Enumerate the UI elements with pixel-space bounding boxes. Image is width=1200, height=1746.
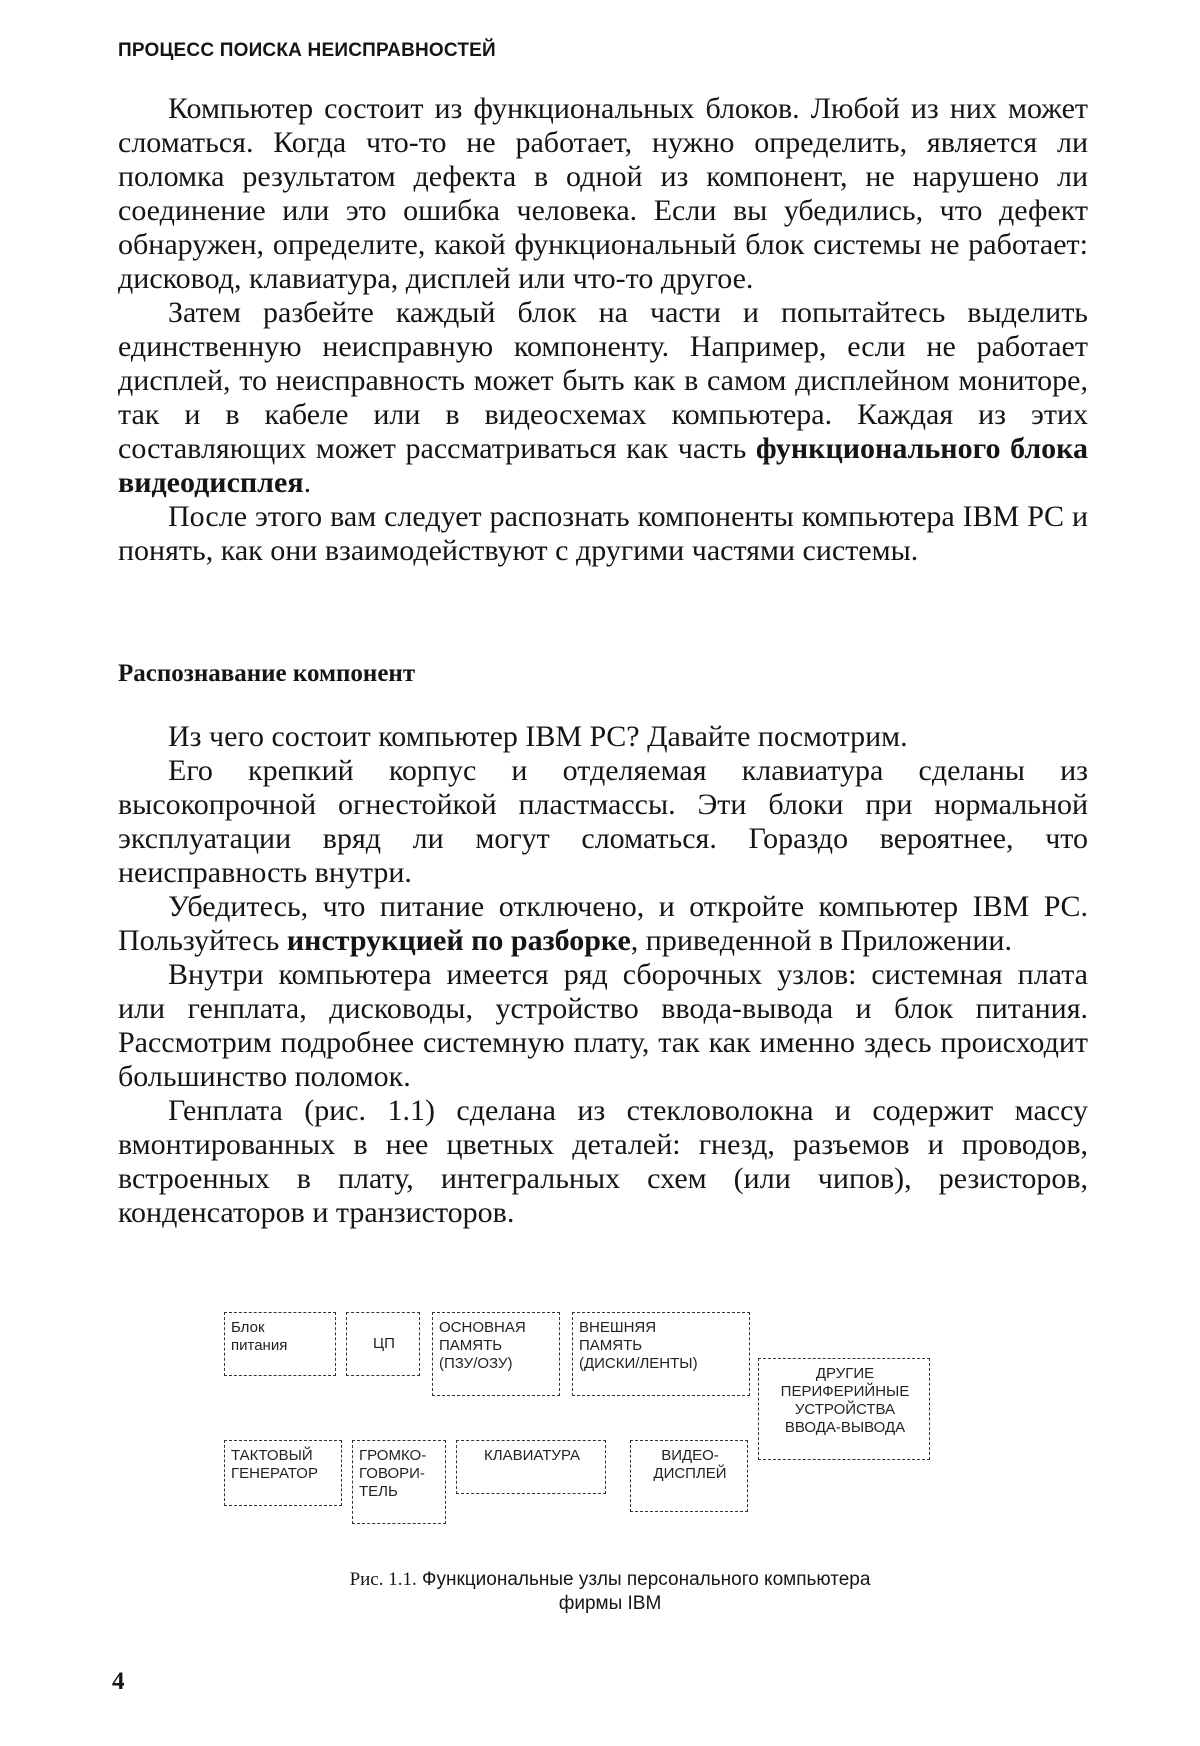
box-label: ГРОМКО- ГОВОРИ- ТЕЛЬ	[359, 1447, 427, 1500]
box-label: ДРУГИЕ ПЕРИФЕРИЙНЫЕ УСТРОЙСТВА ВВОДА-ВЫВОДА	[780, 1365, 910, 1436]
box-other-io-devices	[758, 1358, 930, 1460]
box-label: ОСНОВНАЯ ПАМЯТЬ (ПЗУ/ОЗУ)	[439, 1319, 526, 1372]
paragraph: После этого вам следует распознать компоненты компьютера IBM PC и понять, как они взаимодействуют с другими частями системы.	[118, 500, 1088, 567]
box-cpu	[346, 1312, 420, 1376]
text-run: , приведенной в Приложении.	[630, 924, 1012, 957]
paragraph	[118, 296, 1088, 500]
paragraph: Компьютер состоит из функциональных блоков. Любой из них может сломаться. Когда что-то не работает, нужно определить, является ли поломка результатом дефекта в одной из компонент, не нарушено ли соединение или это ошибка человека. Если вы убедились, что дефект обнаружен, определите, какой функциональный блок системы не работает: дисковод, клавиатура, дисплей или что-то другое.	[118, 92, 1088, 295]
box-label: КЛАВИАТУРА	[484, 1447, 580, 1464]
paragraph: Внутри компьютера имеется ряд сборочных узлов: системная плата или генплата, дисководы, устройство ввода-вывода и блок питания. Рассмотрим подробнее системную плату, так как именно здесь происходит большинство поломок.	[118, 958, 1088, 1093]
page-number: 4	[112, 1668, 125, 1695]
box-label: ВИДЕО- ДИСПЛЕЙ	[653, 1447, 727, 1482]
paragraph: Из чего состоит компьютер IBM PC? Давайте посмотрим.	[168, 720, 908, 753]
box-label: ВНЕШНЯЯ ПАМЯТЬ (ДИСКИ/ЛЕНТЫ)	[579, 1319, 698, 1372]
paragraph: Его крепкий корпус и отделяемая клавиатура сделаны из высокопрочной огнестойкой пластмассы. Эти блоки при нормальной эксплуатации вряд ли могут сломаться. Гораздо вероятнее, что неисправность внутри.	[118, 754, 1088, 889]
section-heading: Распознавание компонент	[118, 660, 416, 687]
box-main-memory	[432, 1312, 560, 1396]
box-external-memory	[572, 1312, 750, 1396]
text-run: Убедитесь, что питание отключено, и откройте компьютер IBM PC. Пользуйтесь	[118, 890, 1088, 957]
caption-text: Функциональные узлы персонального компьютера	[422, 1569, 871, 1590]
running-header: ПРОЦЕСС ПОИСКА НЕИСПРАВНОСТЕЙ	[118, 40, 496, 61]
functional-units-diagram	[212, 1302, 1012, 1542]
box-video-display	[630, 1440, 748, 1512]
box-power-supply	[224, 1312, 336, 1376]
paragraph: Генплата (рис. 1.1) сделана из стекловолокна и содержит массу вмонтированных в нее цветных деталей: гнезд, разъемов и проводов, встроенных в плату, интегральных схем (или чипов), резисторов, конденсаторов и транзисторов.	[118, 1094, 1088, 1229]
caption-line: фирмы IBM	[558, 1593, 662, 1614]
box-label: ТАКТОВЫЙ ГЕНЕРАТОР	[231, 1447, 318, 1482]
box-clock-generator	[224, 1440, 342, 1506]
emphasis: инструкцией по разборке	[286, 924, 631, 957]
figure-caption	[230, 1568, 990, 1616]
text-run: Затем разбейте каждый блок на части и попытайтесь выделить единственную неисправную компоненту. Например, если не работает дисплей, то неисправность может быть как в самом дисплейном мониторе, так и в кабеле или в видеосхемах компьютера. Каждая из этих составляющих может рассматриваться как часть	[118, 296, 1088, 465]
figure-number: Рис. 1.1.	[349, 1569, 417, 1590]
text-run: .	[303, 466, 312, 499]
box-label: ЦП	[373, 1335, 395, 1352]
box-label: Блок питания	[231, 1319, 288, 1354]
paragraph	[118, 890, 1088, 958]
section-text	[118, 720, 1088, 1230]
box-keyboard	[456, 1440, 606, 1494]
caption-line	[230, 1568, 990, 1592]
intro-text	[118, 92, 1088, 568]
emphasis: функционального блока видеодисплея	[118, 432, 1088, 499]
box-speaker	[352, 1440, 446, 1524]
